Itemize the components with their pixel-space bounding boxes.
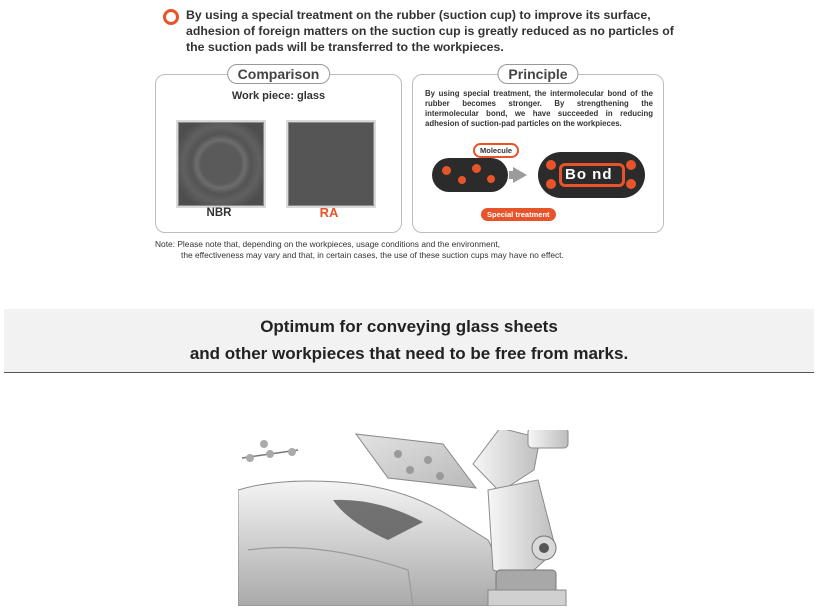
headline-line-1: Optimum for conveying glass sheets: [260, 317, 558, 336]
principle-panel: [412, 66, 664, 233]
molecule-dot: [472, 164, 481, 173]
intro-text: By using a special treatment on the rubber (suction cup) to improve its surface, adhesion of foreign matters on the suction cup is greatly reduced as no particles of the suction pads will be transferred to the workpieces.: [186, 8, 674, 54]
intro-block: [163, 7, 683, 55]
headline-banner: [4, 309, 814, 373]
molecule-dot: [442, 166, 451, 175]
loose-molecules-diagram: [432, 158, 508, 192]
robot-car-illustration: [238, 430, 583, 606]
molecule-dot: [546, 179, 556, 189]
principle-title: Principle: [497, 64, 578, 84]
molecule-dot: [487, 175, 495, 183]
comparison-panel: [155, 66, 402, 233]
comparison-title: Comparison: [227, 64, 331, 84]
headline-line-2: and other workpieces that need to be free from marks.: [189, 344, 629, 363]
note: [155, 239, 564, 261]
molecule-dot: [626, 160, 636, 170]
car-body: [238, 481, 497, 606]
molecule-dot: [626, 179, 636, 189]
molecule-label: Molecule: [473, 143, 519, 158]
nbr-label: NBR: [206, 207, 232, 219]
right-arrow-icon: [513, 167, 527, 183]
bullet-ring-icon: [163, 9, 179, 25]
gripper-small: [242, 440, 298, 462]
note-line-1: Note: Please note that, depending on the workpieces, usage conditions and the environment,: [155, 239, 501, 249]
bond-label: Bo nd: [565, 166, 613, 183]
note-line-2: the effectiveness may vary and that, in certain cases, the use of these suction cups may have no effect.: [181, 250, 564, 260]
ra-label: RA: [319, 205, 339, 220]
principle-text: By using special treatment, the intermolecular bond of the rubber becomes stronger. By strengthening the intermolecular bond, we have succeeded in reducing adhesion of suction-pad particles on the workpieces.: [425, 89, 653, 128]
molecule-dot: [546, 160, 556, 170]
ra-sample-image: [286, 120, 376, 208]
molecule-dot: [458, 176, 466, 184]
glass-sheet: [356, 434, 476, 488]
workpiece-label: Work piece: glass: [231, 90, 326, 102]
special-treatment-badge: Special treatment: [481, 208, 556, 221]
nbr-sample-image: [176, 120, 266, 208]
